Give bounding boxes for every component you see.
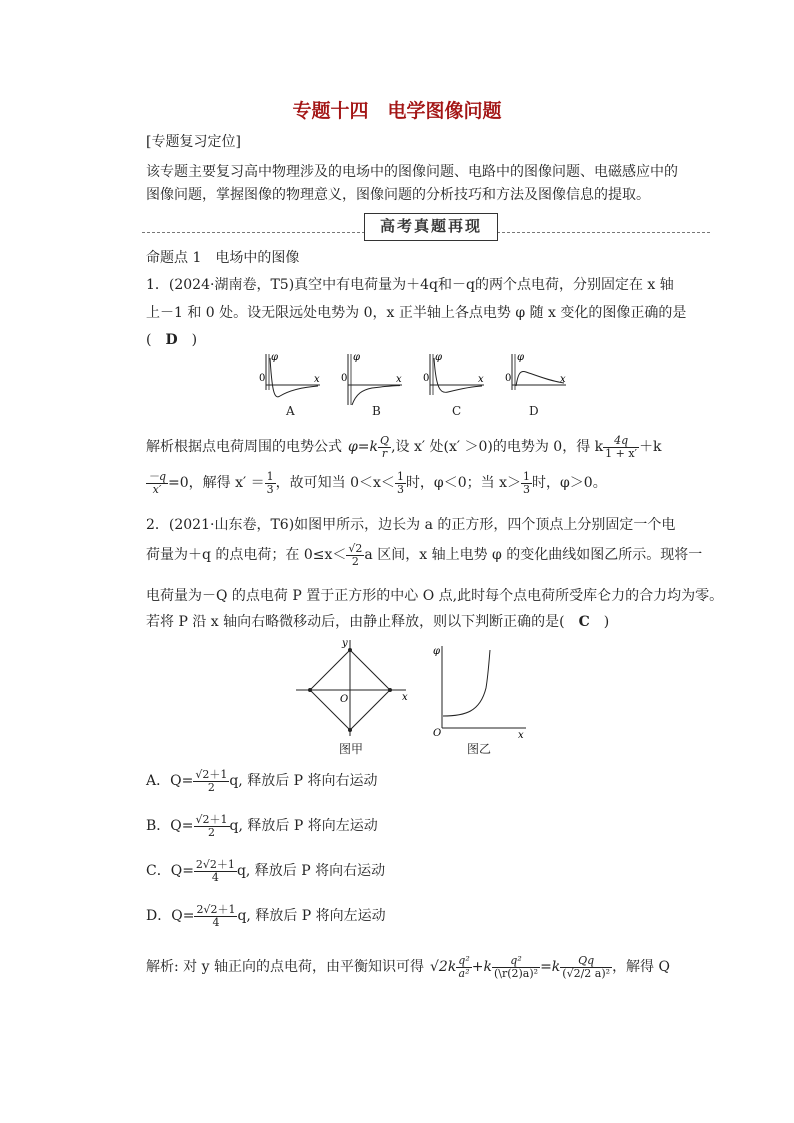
graph-d-origin: 0 — [505, 373, 512, 384]
option-a-label: A．Q= — [146, 773, 194, 789]
frac-den: 1 + x′ — [605, 446, 638, 460]
fig-jia-x: x — [402, 692, 408, 703]
q1-line-2: 上－1 和 0 处。设无限远处电势为 0，x 正半轴上各点电势 φ 随 x 变化的图像正确的是 — [146, 305, 687, 321]
frac-num: 4q — [603, 435, 639, 448]
frac-den: (√2/2 a)² — [562, 966, 611, 980]
q2-frac-sqrt2-2 — [346, 543, 364, 568]
frac-den: 2 — [351, 554, 359, 568]
frac-den: r — [381, 446, 388, 460]
graph-d-x: x — [560, 374, 566, 385]
option-d-text: q, 释放后 P 将向左运动 — [237, 908, 386, 924]
q1-answer-close: ) — [177, 332, 198, 348]
figure-jia — [296, 638, 408, 736]
q1-graphs — [250, 350, 570, 420]
option-a-text: q, 释放后 P 将向右运动 — [229, 773, 378, 789]
q2-answer: C — [578, 614, 590, 630]
graph-b-origin: 0 — [341, 373, 348, 384]
intro-heading: [专题复习定位] — [146, 134, 241, 150]
q1-sol-frac-4q — [603, 435, 639, 460]
graph-label-c: C — [452, 404, 462, 418]
q1-sol-cond2: 时，φ＜0；当 x＞ — [405, 475, 521, 491]
graph-b — [341, 352, 402, 405]
option-d-label: D．Q= — [146, 908, 195, 924]
frac-den: 4 — [211, 870, 219, 884]
q2-sol-sqrt2k: √2k — [429, 959, 457, 975]
frac-num: 1 — [396, 469, 404, 483]
graph-d — [505, 352, 566, 390]
q2-sol-frac-2 — [492, 955, 540, 980]
option-a-frac — [193, 769, 229, 794]
intro-line-2: 图像问题，掌握图像的物理意义，图像问题的分析技巧和方法及图像信息的提取。 — [146, 187, 650, 203]
frac-num: Qq — [560, 955, 612, 968]
figure-yi-caption: 图乙 — [467, 742, 492, 756]
section-banner — [142, 211, 710, 241]
frac-num: 1 — [266, 469, 274, 483]
frac-den: 3 — [396, 482, 404, 496]
figure-jia-caption: 图甲 — [339, 742, 364, 756]
graph-a — [259, 352, 320, 397]
frac-num: 1 — [523, 469, 530, 483]
frac-den: 2 — [207, 780, 215, 794]
q2-sol-eq: =k — [540, 959, 561, 975]
q2-line-1: 2．(2021·山东卷，T6)如图甲所示，边长为 a 的正方形，四个顶点上分别固定一个电 — [146, 517, 676, 533]
q2-figures — [290, 636, 540, 756]
graph-label-d: D — [529, 404, 539, 418]
frac-den: 4 — [212, 915, 220, 929]
q2-line-2-post: a 区间，x 轴上电势 φ 的变化曲线如图乙所示。现将一 — [364, 547, 703, 563]
q1-sol-intro: 解析根据点电荷周围的电势公式 — [146, 439, 342, 455]
frac-num: －q — [148, 469, 167, 483]
frac-den: 3 — [523, 482, 530, 496]
fig-yi-x: x — [518, 730, 524, 741]
q2-sol-post: ，解得 Q — [612, 959, 670, 975]
q1-sol-frac-negq — [146, 471, 168, 496]
q2-line-2-pre: 荷量为＋q 的点电荷；在 0≤x＜ — [146, 547, 347, 563]
q1-sol-frac-third-3 — [521, 471, 532, 496]
frac-num: √2＋1 — [195, 812, 228, 826]
fig-yi-phi: φ — [433, 646, 441, 657]
graph-b-x: x — [396, 374, 402, 385]
graph-c — [423, 352, 484, 395]
q2-sol-intro: 解析: 对 y 轴正向的点电荷，由平衡知识可得 — [146, 959, 424, 975]
graph-a-x: x — [314, 374, 320, 385]
frac-num: q² — [458, 953, 470, 967]
frac-den: a² — [458, 966, 470, 980]
banner-title: 高考真题再现 — [379, 217, 482, 235]
section-heading: 命题点 1 电场中的图像 — [146, 250, 300, 266]
graph-a-phi: φ — [271, 352, 279, 363]
frac-den: (\r(2)a)² — [493, 966, 539, 980]
q2-solution — [146, 944, 670, 990]
option-c-frac — [194, 859, 237, 884]
frac-den: 2 — [208, 825, 215, 839]
graph-c-x: x — [478, 374, 484, 385]
graph-d-phi: φ — [517, 352, 525, 363]
q1-line-1: 1．(2024·湖南卷，T5)真空中有电荷量为＋4q和－q的两个点电荷，分别固定在 x 轴 — [146, 277, 674, 293]
option-b-frac — [194, 814, 230, 839]
option-d-frac — [194, 904, 237, 929]
q1-sol-cond1: ，故可知当 0＜x＜ — [275, 475, 395, 491]
frac-num: 2√2＋1 — [196, 902, 236, 916]
intro-line-1: 该专题主要复习高中物理涉及的电场中的图像问题、电路中的图像问题、电磁感应中的 — [146, 164, 678, 180]
q2-sol-frac-1 — [456, 955, 471, 980]
q2-answer-close: ) — [589, 614, 610, 630]
q1-sol-solve: =0，解得 x′ ＝ — [168, 475, 265, 491]
graph-c-phi: φ — [435, 352, 443, 363]
frac-den: x′ — [152, 482, 162, 496]
q1-sol-frac-qr — [378, 435, 391, 460]
q2-option-b — [146, 807, 378, 845]
page-title: 专题十四 电学图像问题 — [292, 100, 502, 122]
q1-solution-line-1 — [146, 430, 662, 464]
frac-den: 3 — [266, 482, 274, 496]
q2-option-c — [146, 852, 385, 890]
fig-jia-o: O — [340, 694, 349, 705]
fig-yi-o: O — [433, 728, 442, 739]
frac-num: q² — [492, 955, 540, 968]
graph-c-origin: 0 — [423, 373, 430, 384]
q2-sol-frac-3 — [560, 955, 612, 980]
option-c-label: C．Q= — [146, 863, 194, 879]
option-b-label: B．Q= — [146, 818, 194, 834]
q2-option-a — [146, 762, 378, 800]
q2-answer-open: 若将 P 沿 x 轴向右略微移动后，由静止释放，则以下判断正确的是( — [146, 614, 579, 630]
q2-option-d — [146, 897, 386, 935]
q1-solution-line-2 — [146, 466, 607, 500]
frac-num: √2 — [348, 541, 363, 555]
q1-sol-frac-third-1 — [265, 471, 276, 496]
fig-jia-y: y — [342, 638, 348, 649]
q1-sol-mid: ,设 x′ 处(x′ ＞0)的电势为 0，得 k — [391, 439, 604, 455]
graph-a-origin: 0 — [259, 373, 266, 384]
q2-sol-plus: +k — [471, 959, 492, 975]
option-c-text: q, 释放后 P 将向右运动 — [236, 863, 386, 879]
frac-num: 2√2＋1 — [195, 857, 235, 871]
q2-line-3: 电荷量为－Q 的点电荷 P 置于正方形的中心 O 点,此时每个点电荷所受库仑力的合力均为零。 — [146, 588, 724, 604]
q1-sol-cond3: 时，φ＞0。 — [532, 475, 607, 491]
q2-line-4 — [146, 612, 609, 632]
frac-num: √2＋1 — [195, 767, 228, 781]
q1-sol-frac-third-2 — [395, 471, 406, 496]
q1-answer: D — [165, 332, 178, 348]
graph-label-a: A — [286, 404, 295, 418]
frac-num: Q — [380, 433, 390, 447]
q1-answer-line — [146, 330, 197, 350]
q2-line-2 — [146, 538, 702, 572]
option-b-text: q, 释放后 P 将向左运动 — [229, 818, 378, 834]
q1-sol-phi: φ=k — [348, 439, 379, 455]
q1-answer-open: ( — [146, 332, 166, 348]
graph-b-phi: φ — [353, 352, 361, 363]
figure-yi — [433, 646, 526, 741]
graph-label-b: B — [372, 404, 381, 418]
q1-sol-plus: ＋k — [639, 439, 662, 455]
